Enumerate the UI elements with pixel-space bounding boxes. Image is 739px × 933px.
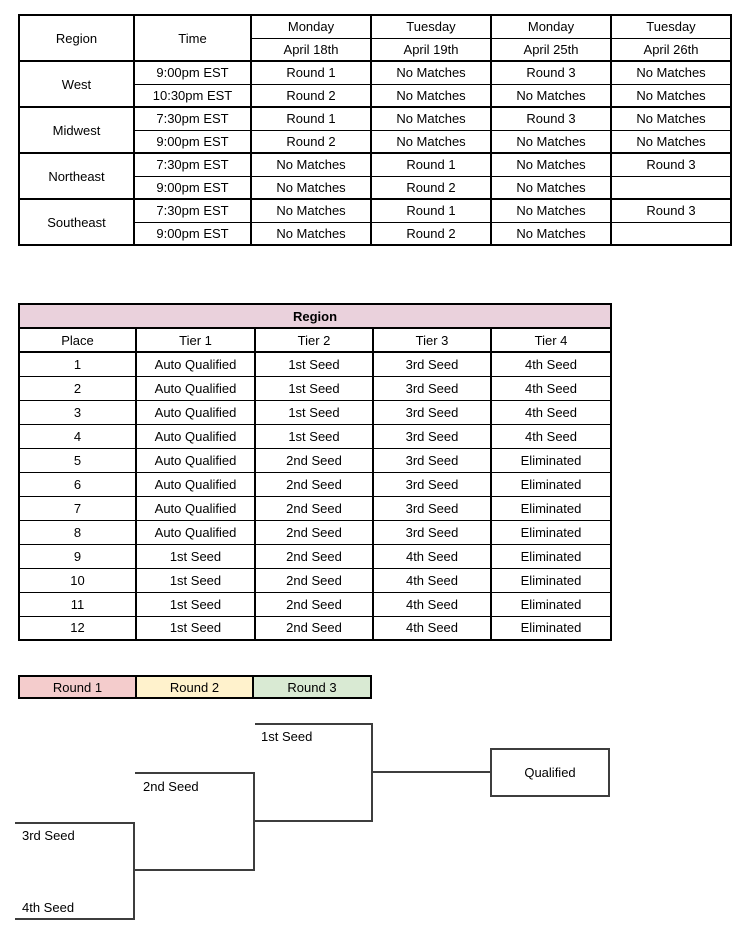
placement-cell: 4th Seed xyxy=(491,400,611,424)
placement-cell: 1st Seed xyxy=(136,592,255,616)
placement-cell: 2nd Seed xyxy=(255,472,373,496)
placement-cell: 4th Seed xyxy=(373,568,491,592)
schedule-cell: No Matches xyxy=(371,61,491,84)
table-row xyxy=(19,424,611,448)
bracket-final-connector xyxy=(373,771,490,773)
table-row xyxy=(19,520,611,544)
schedule-header-date: April 26th xyxy=(611,38,731,61)
schedule-cell: Round 3 xyxy=(491,107,611,130)
schedule-cell: No Matches xyxy=(611,130,731,153)
schedule-cell xyxy=(611,222,731,245)
placement-cell: Eliminated xyxy=(491,520,611,544)
placement-cell: Auto Qualified xyxy=(136,400,255,424)
placement-cell: 2nd Seed xyxy=(255,568,373,592)
placement-cell: 2nd Seed xyxy=(255,496,373,520)
placement-cell: Auto Qualified xyxy=(136,448,255,472)
time-cell: 9:00pm EST xyxy=(134,176,251,199)
place-cell: 2 xyxy=(19,376,136,400)
schedule-cell: No Matches xyxy=(371,84,491,107)
place-cell: 10 xyxy=(19,568,136,592)
placement-title: Region xyxy=(19,304,611,328)
placement-cell: 3rd Seed xyxy=(373,376,491,400)
bracket-seed3-label: 3rd Seed xyxy=(22,828,75,843)
place-cell: 12 xyxy=(19,616,136,640)
schedule-cell: No Matches xyxy=(491,130,611,153)
place-cell: 5 xyxy=(19,448,136,472)
schedule-cell: Round 3 xyxy=(611,153,731,176)
schedule-cell: No Matches xyxy=(251,176,371,199)
table-row xyxy=(19,676,371,698)
schedule-header-row-days xyxy=(19,15,731,38)
table-row xyxy=(19,472,611,496)
schedule-cell: Round 2 xyxy=(371,176,491,199)
placement-cell: 4th Seed xyxy=(491,352,611,376)
schedule-cell: No Matches xyxy=(371,107,491,130)
placement-cell: 2nd Seed xyxy=(255,544,373,568)
table-row xyxy=(19,376,611,400)
schedule-cell: Round 2 xyxy=(371,222,491,245)
schedule-cell: No Matches xyxy=(491,176,611,199)
schedule-cell: No Matches xyxy=(611,107,731,130)
placement-cell: 4th Seed xyxy=(373,616,491,640)
place-cell: 4 xyxy=(19,424,136,448)
placement-cell: 1st Seed xyxy=(255,400,373,424)
table-row xyxy=(19,153,731,176)
placement-table xyxy=(18,303,612,641)
place-cell: 8 xyxy=(19,520,136,544)
placement-cell: 4th Seed xyxy=(373,592,491,616)
placement-cell: 3rd Seed xyxy=(373,472,491,496)
schedule-cell: Round 2 xyxy=(251,130,371,153)
qualified-label: Qualified xyxy=(524,765,576,780)
place-cell: 9 xyxy=(19,544,136,568)
column-header-place: Place xyxy=(19,328,136,352)
column-header-tier: Tier 4 xyxy=(491,328,611,352)
schedule-cell: No Matches xyxy=(491,222,611,245)
schedule-cell: No Matches xyxy=(251,222,371,245)
placement-cell: Auto Qualified xyxy=(136,520,255,544)
schedule-cell: Round 3 xyxy=(611,199,731,222)
legend-round2: Round 2 xyxy=(136,676,253,698)
table-row xyxy=(19,616,611,640)
bracket-seed2-label: 2nd Seed xyxy=(143,779,199,794)
region-name: Southeast xyxy=(19,199,134,245)
placement-cell: 2nd Seed xyxy=(255,592,373,616)
schedule-cell: No Matches xyxy=(491,199,611,222)
placement-cell: Auto Qualified xyxy=(136,496,255,520)
place-cell: 6 xyxy=(19,472,136,496)
placement-cell: 1st Seed xyxy=(255,424,373,448)
time-cell: 7:30pm EST xyxy=(134,199,251,222)
schedule-cell: Round 1 xyxy=(251,107,371,130)
schedule-section xyxy=(18,14,732,246)
placement-cell: 2nd Seed xyxy=(255,616,373,640)
column-header-tier: Tier 1 xyxy=(136,328,255,352)
placement-cell: Eliminated xyxy=(491,568,611,592)
placement-cell: Eliminated xyxy=(491,616,611,640)
schedule-cell: No Matches xyxy=(371,130,491,153)
schedule-cell: No Matches xyxy=(251,199,371,222)
time-cell: 7:30pm EST xyxy=(134,107,251,130)
schedule-cell: No Matches xyxy=(251,153,371,176)
schedule-cell: Round 2 xyxy=(251,84,371,107)
placement-cell: 3rd Seed xyxy=(373,352,491,376)
table-row xyxy=(19,328,611,352)
schedule-table xyxy=(18,14,732,246)
placement-cell: 4th Seed xyxy=(491,376,611,400)
schedule-header-day: Monday xyxy=(251,15,371,38)
schedule-cell: Round 1 xyxy=(371,199,491,222)
table-row xyxy=(19,107,731,130)
placement-cell: Auto Qualified xyxy=(136,376,255,400)
placement-cell: Auto Qualified xyxy=(136,424,255,448)
bracket-seed4-label: 4th Seed xyxy=(22,900,75,915)
table-row xyxy=(19,304,611,328)
placement-cell: 2nd Seed xyxy=(255,448,373,472)
placement-cell: 1st Seed xyxy=(136,616,255,640)
schedule-cell: No Matches xyxy=(491,153,611,176)
placement-cell: 3rd Seed xyxy=(373,496,491,520)
schedule-header-time: Time xyxy=(134,15,251,61)
placement-cell: 3rd Seed xyxy=(373,448,491,472)
schedule-header-day: Tuesday xyxy=(611,15,731,38)
legend-round1: Round 1 xyxy=(19,676,136,698)
table-row xyxy=(19,400,611,424)
placement-cell: 1st Seed xyxy=(255,376,373,400)
placement-cell: 3rd Seed xyxy=(373,520,491,544)
placement-cell: Eliminated xyxy=(491,544,611,568)
placement-cell: Auto Qualified xyxy=(136,352,255,376)
schedule-header-date: April 19th xyxy=(371,38,491,61)
schedule-header-day: Tuesday xyxy=(371,15,491,38)
schedule-cell: No Matches xyxy=(611,84,731,107)
placement-cell: 1st Seed xyxy=(136,544,255,568)
schedule-cell: Round 1 xyxy=(251,61,371,84)
placement-section xyxy=(18,303,612,641)
region-name: Northeast xyxy=(19,153,134,199)
schedule-header-region: Region xyxy=(19,15,134,61)
schedule-cell xyxy=(611,176,731,199)
schedule-cell: No Matches xyxy=(491,84,611,107)
place-cell: 11 xyxy=(19,592,136,616)
table-row xyxy=(19,568,611,592)
table-row xyxy=(19,448,611,472)
table-row xyxy=(19,592,611,616)
time-cell: 9:00pm EST xyxy=(134,130,251,153)
schedule-cell: No Matches xyxy=(611,61,731,84)
schedule-cell: Round 1 xyxy=(371,153,491,176)
placement-cell: 1st Seed xyxy=(136,568,255,592)
placement-cell: 4th Seed xyxy=(373,544,491,568)
schedule-header-date: April 25th xyxy=(491,38,611,61)
qualified-box xyxy=(490,748,610,797)
schedule-header-day: Monday xyxy=(491,15,611,38)
bracket-seed1-label: 1st Seed xyxy=(261,729,313,744)
time-cell: 9:00pm EST xyxy=(134,61,251,84)
placement-cell: 1st Seed xyxy=(255,352,373,376)
round-color-legend xyxy=(18,675,372,699)
placement-cell: Eliminated xyxy=(491,592,611,616)
table-row xyxy=(19,61,731,84)
table-row xyxy=(19,496,611,520)
region-name: Midwest xyxy=(19,107,134,153)
placement-cell: 2nd Seed xyxy=(255,520,373,544)
column-header-tier: Tier 2 xyxy=(255,328,373,352)
table-row xyxy=(19,199,731,222)
table-row xyxy=(19,544,611,568)
table-row xyxy=(19,352,611,376)
schedule-cell: Round 3 xyxy=(491,61,611,84)
region-name: West xyxy=(19,61,134,107)
placement-cell: Auto Qualified xyxy=(136,472,255,496)
placement-cell: Eliminated xyxy=(491,496,611,520)
placement-cell: Eliminated xyxy=(491,472,611,496)
placement-cell: 3rd Seed xyxy=(373,424,491,448)
placement-cell: Eliminated xyxy=(491,448,611,472)
legend-round3: Round 3 xyxy=(253,676,371,698)
legend-section xyxy=(18,675,372,699)
place-cell: 7 xyxy=(19,496,136,520)
placement-cell: 4th Seed xyxy=(491,424,611,448)
time-cell: 10:30pm EST xyxy=(134,84,251,107)
column-header-tier: Tier 3 xyxy=(373,328,491,352)
time-cell: 7:30pm EST xyxy=(134,153,251,176)
schedule-header-date: April 18th xyxy=(251,38,371,61)
place-cell: 1 xyxy=(19,352,136,376)
place-cell: 3 xyxy=(19,400,136,424)
time-cell: 9:00pm EST xyxy=(134,222,251,245)
placement-cell: 3rd Seed xyxy=(373,400,491,424)
